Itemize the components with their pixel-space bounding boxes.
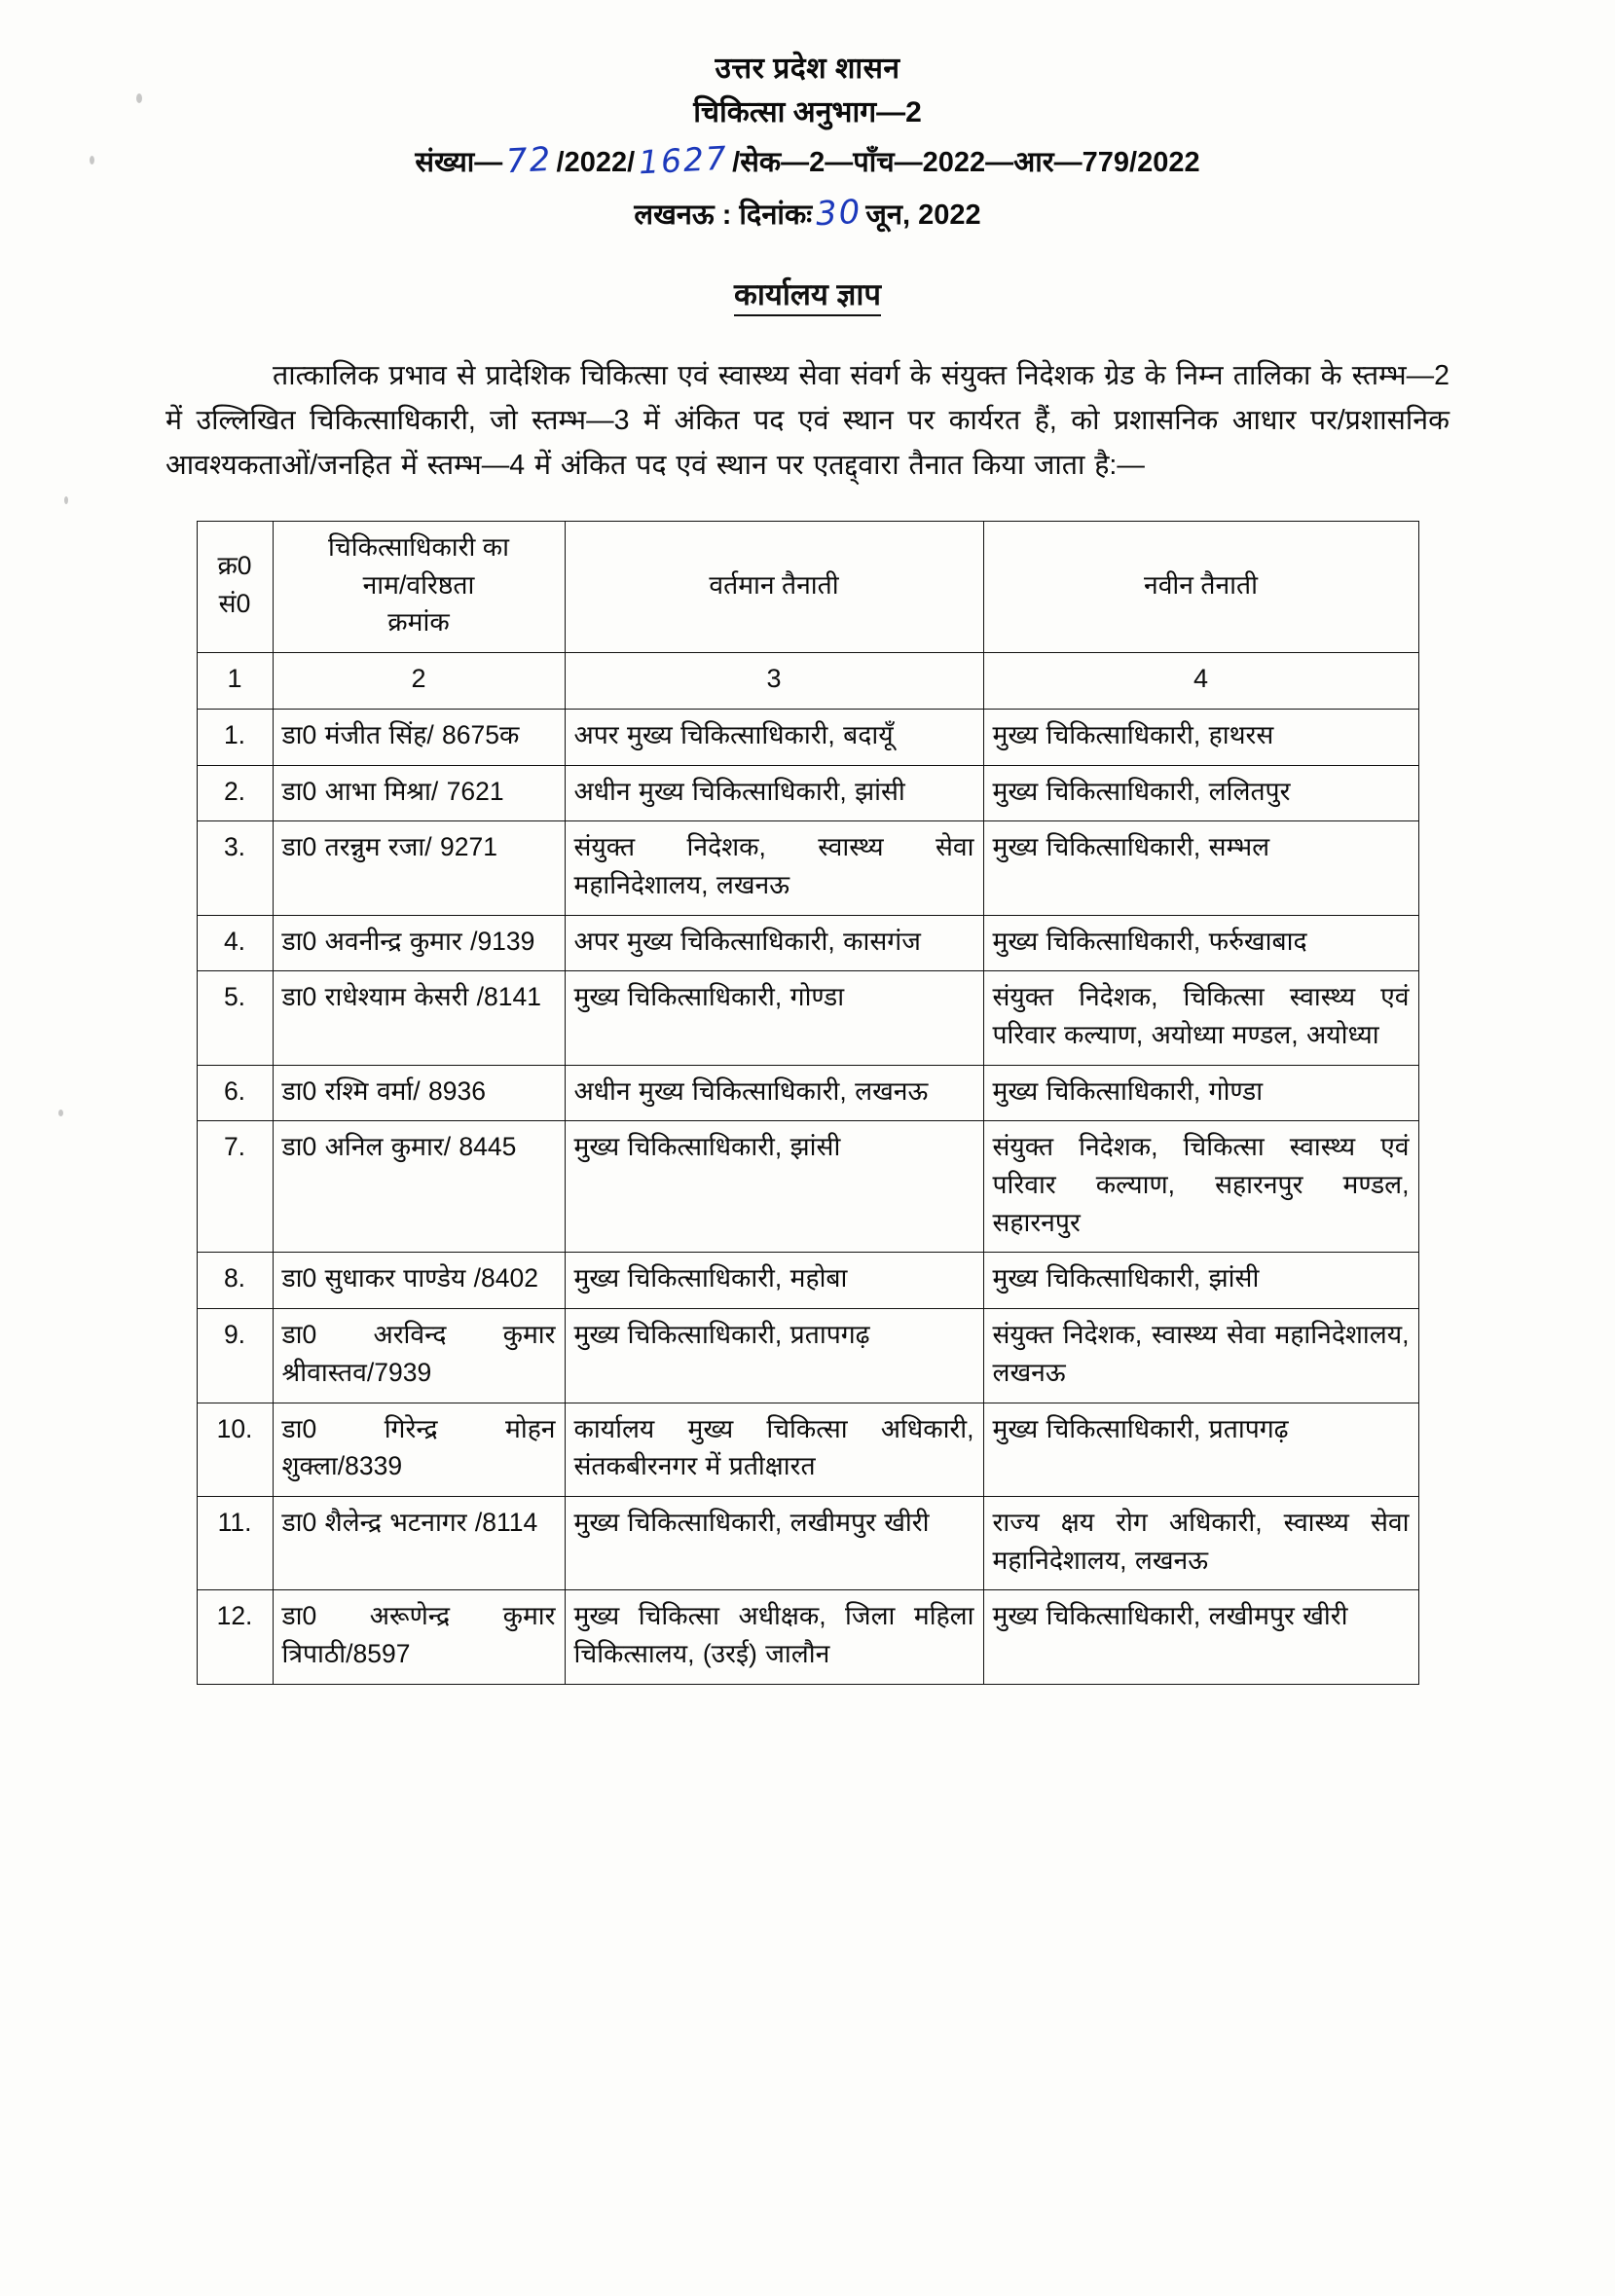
- row-serial: 4.: [197, 915, 273, 971]
- row-officer-name: डा0 अरविन्द कुमार श्रीवास्तव/7939: [273, 1309, 565, 1403]
- department-section: चिकित्सा अनुभाग—2: [693, 96, 922, 128]
- document-header: [0, 0, 1615, 240]
- row-officer-name: डा0 अरूणेन्द्र कुमार त्रिपाठी/8597: [273, 1590, 565, 1684]
- row-officer-name: डा0 आभा मिश्रा/ 7621: [273, 765, 565, 821]
- page-title: [0, 273, 1615, 314]
- scan-speck: [136, 93, 142, 103]
- row-current-posting: संयुक्त निदेशक, स्वास्थ्य सेवा महानिदेशालय, लखनऊ: [565, 821, 983, 915]
- header-officer-line2: नाम/वरिष्ठता: [362, 569, 475, 600]
- row-officer-name: डा0 सुधाकर पाण्डेय /8402: [273, 1253, 565, 1309]
- scan-speck: [64, 496, 68, 504]
- table-row: [197, 1496, 1418, 1589]
- place-date-prefix: लखनऊ : दिनांकः: [634, 200, 813, 232]
- column-number-2: 2: [273, 652, 565, 709]
- posting-table-wrapper: [0, 521, 1615, 1684]
- government-name: उत्तर प्रदेश शासन: [715, 53, 900, 85]
- row-new-posting: मुख्य चिकित्साधिकारी, गोण्डा: [983, 1065, 1418, 1121]
- place-date-line: [0, 187, 1615, 239]
- row-officer-name: डा0 तरन्नुम रजा/ 9271: [273, 821, 565, 915]
- row-serial: 7.: [197, 1121, 273, 1253]
- row-new-posting: मुख्य चिकित्साधिकारी, सम्भल: [983, 821, 1418, 915]
- row-serial: 12.: [197, 1590, 273, 1684]
- header-officer-line1: चिकित्साधिकारी का: [328, 532, 509, 563]
- row-serial: 5.: [197, 971, 273, 1065]
- row-serial: 3.: [197, 821, 273, 915]
- date-suffix: जून, 2022: [865, 200, 981, 232]
- table-row: [197, 709, 1418, 765]
- row-new-posting: मुख्य चिकित्साधिकारी, ललितपुर: [983, 765, 1418, 821]
- row-serial: 9.: [197, 1309, 273, 1403]
- handwritten-number-2: 1627: [638, 138, 730, 182]
- row-current-posting: अपर मुख्य चिकित्साधिकारी, बदायूँ: [565, 709, 983, 765]
- row-officer-name: डा0 रश्मि वर्मा/ 8936: [273, 1065, 565, 1121]
- reference-number-prefix: संख्या—: [415, 147, 503, 178]
- reference-number-separator: /2022/: [556, 147, 636, 178]
- table-row: [197, 915, 1418, 971]
- row-officer-name: डा0 मंजीत सिंह/ 8675क: [273, 709, 565, 765]
- row-serial: 1.: [197, 709, 273, 765]
- column-number-1: 1: [197, 652, 273, 709]
- row-new-posting: राज्य क्षय रोग अधिकारी, स्वास्थ्य सेवा महानिदेशालय, लखनऊ: [983, 1496, 1418, 1589]
- row-current-posting: मुख्य चिकित्साधिकारी, लखीमपुर खीरी: [565, 1496, 983, 1589]
- row-current-posting: मुख्य चिकित्साधिकारी, गोण्डा: [565, 971, 983, 1065]
- table-row: [197, 821, 1418, 915]
- header-serial-line2: सं0: [218, 588, 251, 618]
- scan-speck: [58, 1110, 63, 1116]
- row-current-posting: मुख्य चिकित्साधिकारी, झांसी: [565, 1121, 983, 1253]
- reference-number-line: [0, 134, 1615, 187]
- row-officer-name: डा0 अनिल कुमार/ 8445: [273, 1121, 565, 1253]
- posting-table-body: [197, 709, 1418, 1684]
- row-new-posting: संयुक्त निदेशक, स्वास्थ्य सेवा महानिदेशालय, लखनऊ: [983, 1309, 1418, 1403]
- row-current-posting: अधीन मुख्य चिकित्साधिकारी, लखनऊ: [565, 1065, 983, 1121]
- row-officer-name: डा0 राधेश्याम केसरी /8141: [273, 971, 565, 1065]
- row-current-posting: कार्यालय मुख्य चिकित्सा अधिकारी, संतकबीरनगर में प्रतीक्षारत: [565, 1403, 983, 1496]
- row-current-posting: मुख्य चिकित्सा अधीक्षक, जिला महिला चिकित्सालय, (उरई) जालौन: [565, 1590, 983, 1684]
- scan-speck: [90, 156, 94, 164]
- table-row: [197, 1309, 1418, 1403]
- row-serial: 8.: [197, 1253, 273, 1309]
- table-column-number-row: [197, 652, 1418, 709]
- row-new-posting: मुख्य चिकित्साधिकारी, प्रतापगढ़: [983, 1403, 1418, 1496]
- table-row: [197, 971, 1418, 1065]
- header-new-posting: नवीन तैनाती: [983, 522, 1418, 652]
- header-serial-line1: क्र0: [217, 551, 252, 581]
- row-new-posting: मुख्य चिकित्साधिकारी, झांसी: [983, 1253, 1418, 1309]
- row-serial: 6.: [197, 1065, 273, 1121]
- header-officer-line3: क्रमांक: [387, 607, 450, 638]
- handwritten-date: 30: [815, 193, 863, 235]
- row-new-posting: संयुक्त निदेशक, चिकित्सा स्वास्थ्य एवं परिवार कल्याण, सहारनपुर मण्डल, सहारनपुर: [983, 1121, 1418, 1253]
- row-officer-name: डा0 गिरेन्द्र मोहन शुक्ला/8339: [273, 1403, 565, 1496]
- row-current-posting: मुख्य चिकित्साधिकारी, महोबा: [565, 1253, 983, 1309]
- table-row: [197, 765, 1418, 821]
- header-serial-number: [197, 522, 273, 652]
- handwritten-number-1: 72: [505, 139, 554, 182]
- row-current-posting: मुख्य चिकित्साधिकारी, प्रतापगढ़: [565, 1309, 983, 1403]
- table-header-row: [197, 522, 1418, 652]
- table-row: [197, 1065, 1418, 1121]
- row-new-posting: मुख्य चिकित्साधिकारी, लखीमपुर खीरी: [983, 1590, 1418, 1684]
- row-serial: 10.: [197, 1403, 273, 1496]
- column-number-4: 4: [983, 652, 1418, 709]
- header-current-posting: वर्तमान तैनाती: [565, 522, 983, 652]
- table-row: [197, 1121, 1418, 1253]
- posting-table: [197, 521, 1419, 1684]
- row-current-posting: अपर मुख्य चिकित्साधिकारी, कासगंज: [565, 915, 983, 971]
- row-officer-name: डा0 अवनीन्द्र कुमार /9139: [273, 915, 565, 971]
- table-row: [197, 1253, 1418, 1309]
- row-current-posting: अधीन मुख्य चिकित्साधिकारी, झांसी: [565, 765, 983, 821]
- row-serial: 2.: [197, 765, 273, 821]
- body-paragraph: तात्कालिक प्रभाव से प्रादेशिक चिकित्सा एवं स्वास्थ्य सेवा संवर्ग के संयुक्त निदेशक ग्रेड के निम्न तालिका के स्तम्भ—2 में उल्लिखित चिकित्साधिकारी, जो स्तम्भ—3 में अंकित पद एवं स्थान पर कार्यरत हैं, को प्रशासनिक आधार पर/प्रशासनिक आवश्यकताओं/जनहित में स्तम्भ—4 में अंकित पद एवं स्थान पर एतद्द्वारा तैनात किया जाता है:—: [165, 359, 1450, 482]
- table-row: [197, 1590, 1418, 1684]
- header-officer-name: [273, 522, 565, 652]
- row-serial: 11.: [197, 1496, 273, 1589]
- reference-number-suffix: /सेक—2—पॉंच—2022—आर—779/2022: [732, 147, 1200, 178]
- column-number-3: 3: [565, 652, 983, 709]
- row-new-posting: मुख्य चिकित्साधिकारी, हाथरस: [983, 709, 1418, 765]
- row-new-posting: मुख्य चिकित्साधिकारी, फर्रुखाबाद: [983, 915, 1418, 971]
- row-new-posting: संयुक्त निदेशक, चिकित्सा स्वास्थ्य एवं परिवार कल्याण, अयोध्या मण्डल, अयोध्या: [983, 971, 1418, 1065]
- table-row: [197, 1403, 1418, 1496]
- row-officer-name: डा0 शैलेन्द्र भटनागर /8114: [273, 1496, 565, 1589]
- page-title-text: कार्यालय ज्ञाप: [734, 277, 881, 316]
